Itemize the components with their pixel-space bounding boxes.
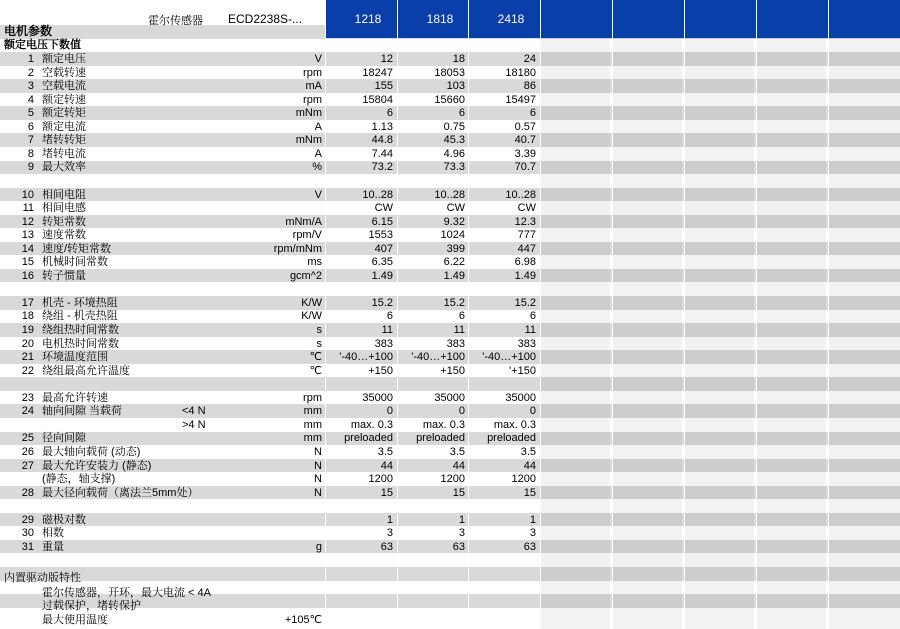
row-value-1818: CW [446,202,465,215]
row-value-2418: 44 [523,459,536,472]
row-value-2418: 1 [529,513,536,526]
row-value-2418: 35000 [505,391,536,404]
row-value-1818: 10..28 [434,188,465,201]
row-value-2418: '+150 [509,364,536,377]
row-parameter-name: 相间电阻 [42,188,86,201]
row-value-1818: 1 [458,513,465,526]
row-parameter-name: 绕组最高允许温度 [42,364,130,377]
row-unit: g [315,540,322,553]
row-parameter-name: 最高允许转速 [42,391,108,404]
row-value-1218 [323,378,393,392]
row-value-1818: 73.3 [443,161,465,174]
row-unit: mm [303,405,322,418]
row-value-1218: 383 [374,337,393,350]
row-value-1218: 15804 [362,93,393,106]
row-value-1218: 1553 [368,229,393,242]
row-number: 11 [22,202,34,215]
row-value-1218: 6.35 [371,256,393,269]
row-value-2418: 6.98 [514,256,536,269]
driver-line-1: 霍尔传感器，开环，最大电流 < 4A [42,587,211,599]
row-unit: ms [307,256,322,269]
column-divider [540,0,541,629]
row-value-1218: 1 [386,513,393,526]
row-number: 25 [21,432,34,445]
row-value-1218: 0 [386,405,393,418]
row-value-1818: 63 [452,540,465,553]
subsection-title: 额定电压下数值 [4,39,81,51]
row-value-2418: preloaded [487,432,536,445]
row-value-1218: 18247 [362,66,393,79]
row-value-2418: 3.39 [514,147,536,160]
row-value-2418: 40.7 [514,134,536,147]
row-value-1818 [395,500,465,514]
row-number [4,500,34,514]
row-number: 15 [21,256,34,269]
row-value-1818: 0.75 [443,120,465,133]
row-unit: mNm [295,134,322,147]
row-number: 19 [21,324,34,336]
row-unit: s [316,337,322,350]
row-value-1818: 383 [446,337,465,350]
row-unit: N [314,459,322,472]
row-value-2418: 70.7 [514,161,536,174]
row-value-1218 [323,283,393,297]
row-value-1818: 3 [458,527,465,540]
empty-variant-column [612,38,682,629]
row-parameter-name: 机壳 - 环境热阻 [42,296,118,309]
row-number: 14 [21,242,34,255]
row-number: 16 [21,269,34,282]
row-value-2418: 15 [523,486,536,499]
row-value-1818 [395,175,465,189]
row-number: 3 [27,80,34,93]
row-value-1818: 6 [458,107,465,120]
row-parameter-name: 转矩常数 [42,215,86,228]
row-unit [240,202,322,216]
row-number: 24 [21,405,34,418]
row-value-2418: 18180 [505,66,536,79]
row-value-1218: 1200 [368,473,393,486]
row-value-1818: 6 [458,310,465,323]
row-parameter-name: 电机热时间常数 [42,337,119,350]
row-parameter-name: 堵转转矩 [42,134,86,147]
row-unit: mm [303,418,322,431]
row-unit: N [314,486,322,499]
row-parameter-name: 径向间隙 [42,432,86,445]
empty-variant-column [540,38,610,629]
variant-1818[interactable]: 1818 [426,12,454,26]
empty-variant-column [756,38,826,629]
row-value-2418: 15.2 [514,296,536,309]
row-value-1218: 12 [380,53,393,65]
row-value-2418: 3 [529,527,536,540]
row-value-1818: 9.32 [443,215,465,228]
row-value-2418: 63 [523,540,536,553]
row-value-1218: 3.5 [377,445,393,458]
row-parameter-name: 磁极对数 [42,513,86,526]
row-parameter-name: 绕组 - 机壳热阻 [42,310,118,323]
row-value-1218: 44.8 [371,134,393,147]
row-number [4,419,34,433]
row-load-condition: >4 N [182,418,206,431]
row-value-1218 [323,500,393,514]
row-parameter-name: 转子惯量 [42,269,86,282]
sensor-label: 霍尔传感器 [148,15,203,27]
row-number: 1 [27,53,34,65]
row-value-1218: 155 [374,80,393,93]
row-value-1218: 6 [386,310,393,323]
row-number: 17 [21,296,34,309]
row-value-2418: 6 [529,107,536,120]
row-value-1818: 15660 [434,93,465,106]
row-value-1818: 1200 [440,473,465,486]
row-value-1218 [323,175,393,189]
variant-2418[interactable]: 2418 [497,12,525,26]
row-value-2418: 3.5 [520,445,536,458]
column-divider [612,0,613,629]
row-parameter-name: 机械时间常数 [42,256,108,269]
row-value-1818: max. 0.3 [422,418,465,431]
row-value-1818: +150 [440,364,465,377]
row-parameter-name: (静态，轴支撑) [42,473,116,486]
column-divider [756,0,757,629]
row-number: 28 [21,486,34,499]
row-value-1218: 1.49 [371,269,393,282]
row-value-2418: 447 [517,242,536,255]
row-number: 9 [27,161,34,174]
row-value-2418: 12.3 [514,215,536,228]
row-value-2418: 1.49 [514,269,536,282]
section-title: 电机参数 [4,24,53,38]
variant-1218[interactable]: 1218 [354,12,382,26]
row-value-1218: 63 [380,540,393,553]
row-parameter-name: 空载电流 [42,80,86,93]
row-value-1818: 15.2 [443,296,465,309]
row-value-1218: 6.15 [371,215,393,228]
row-value-1818: 6.22 [443,256,465,269]
row-unit: V [314,53,322,65]
row-value-2418: 383 [517,337,536,350]
row-unit: mNm/A [285,215,322,228]
row-unit: A [314,120,322,133]
row-value-1818: 18 [452,53,465,65]
row-unit: ℃ [309,364,322,377]
row-number: 8 [27,147,34,160]
row-number: 30 [21,527,34,540]
row-number: 23 [21,391,34,404]
row-parameter-name: 额定转矩 [42,107,86,120]
row-unit [240,500,322,514]
row-parameter-name: 相数 [42,527,64,540]
row-parameter-name: 环境温度范围 [42,351,108,364]
row-number: 29 [21,513,34,526]
column-divider [468,0,469,629]
row-parameter-name: 轴向间隙 当载荷 [42,405,123,418]
driver-line-3-value: +105℃ [284,614,322,626]
row-parameter-name: 最大允许安装力 (静态) [42,459,152,472]
row-unit: rpm [303,391,322,404]
column-divider [684,0,685,629]
row-parameter-name: 空载转速 [42,66,86,79]
row-value-1218: 11 [381,324,393,336]
row-number: 31 [21,540,34,553]
row-value-2418 [466,378,536,392]
row-unit: ℃ [309,351,322,364]
row-value-1818: preloaded [416,432,465,445]
row-value-1818: 399 [446,242,465,255]
row-parameter-name: 绕组热时间常数 [42,324,119,336]
row-value-1218: 1.13 [371,120,393,133]
row-unit: N [314,445,322,458]
row-number: 7 [27,134,34,147]
row-unit [240,527,322,541]
row-value-1818: 15 [452,486,465,499]
row-value-2418: 0 [529,405,536,418]
row-value-1218: 15.2 [371,296,393,309]
model-prefix: ECD2238S-... [228,12,303,26]
row-value-1818 [395,283,465,297]
row-unit: s [316,324,322,336]
driver-line-2: 过载保护，堵转保护 [42,600,141,612]
row-unit [240,514,322,528]
row-unit: rpm [303,66,322,79]
row-value-1218: max. 0.3 [350,418,393,431]
row-value-1218: 35000 [362,391,393,404]
row-unit [240,283,322,297]
row-value-2418: '-40…+100 [482,351,536,364]
row-value-1818: '-40…+100 [411,351,465,364]
row-unit: K/W [301,310,322,323]
row-value-2418: 86 [523,80,536,93]
row-value-1818: 35000 [434,391,465,404]
row-number: 2 [27,66,34,79]
row-unit: N [314,473,322,486]
row-value-1218: 73.2 [371,161,393,174]
column-divider [397,0,398,629]
row-unit: gcm^2 [289,269,322,282]
row-value-1818: 4.96 [443,147,465,160]
row-parameter-name: 速度/转矩常数 [42,242,112,255]
row-number: 10 [21,188,34,201]
row-number: 12 [21,215,34,228]
row-value-2418: 777 [517,229,536,242]
row-number: 21 [21,351,34,364]
row-number: 22 [21,364,34,377]
row-number: 27 [21,459,34,472]
row-value-1218: 6 [386,107,393,120]
row-unit: rpm/V [292,229,322,242]
row-unit: rpm [303,93,322,106]
row-value-1218: 44 [380,459,393,472]
row-number [4,283,34,297]
row-parameter-name: 额定转速 [42,93,86,106]
row-unit: V [314,188,322,201]
row-value-1818: 45.3 [443,134,465,147]
row-number: 5 [27,107,34,120]
row-value-2418: 0.57 [514,120,536,133]
row-unit: A [314,147,322,160]
row-parameter-name: 额定电压 [42,53,86,65]
row-parameter-name: 堵转电流 [42,147,86,160]
row-parameter-name: 速度常数 [42,229,86,242]
empty-variant-column [684,38,754,629]
row-value-2418: CW [517,202,536,215]
row-value-1218: CW [374,202,393,215]
row-unit [240,378,322,392]
row-value-1218: 3 [386,527,393,540]
row-parameter-name: 最大轴向载荷 (动态) [42,445,141,458]
row-value-2418: 1200 [511,473,536,486]
row-load-condition: <4 N [182,405,206,418]
empty-variant-column [828,38,900,629]
row-value-1218: +150 [368,364,393,377]
row-value-1218: 15 [380,486,393,499]
row-value-2418: 11 [524,324,536,336]
row-parameter-name: 相间电感 [42,202,86,215]
row-number: 6 [27,120,34,133]
row-value-1818: 44 [452,459,465,472]
row-value-1818: 1024 [440,229,465,242]
row-value-1218: 10..28 [362,188,393,201]
row-number [4,175,34,189]
row-unit: rpm/mNm [273,242,322,255]
row-unit: K/W [301,296,322,309]
row-parameter-name: 最大径向载荷（离法兰5mm处） [42,486,199,499]
row-value-1218: 407 [374,242,393,255]
row-value-1818 [395,378,465,392]
row-number: 20 [21,337,34,350]
row-value-2418 [466,175,536,189]
row-value-1818: 3.5 [449,445,465,458]
row-unit: % [312,161,322,174]
row-value-2418: 15497 [505,93,536,106]
row-number: 26 [21,445,34,458]
row-value-1218: '-40…+100 [339,351,393,364]
row-unit: mm [303,432,322,445]
row-value-1218: 7.44 [371,147,393,160]
row-parameter-name: 额定电流 [42,120,86,133]
row-number [4,378,34,392]
row-value-2418 [466,500,536,514]
row-unit [240,175,322,189]
row-number: 18 [21,310,34,323]
row-value-1818: 1.49 [443,269,465,282]
row-value-1218: preloaded [344,432,393,445]
row-value-2418: 10..28 [505,188,536,201]
row-value-1818: 103 [446,80,465,93]
row-value-1818: 0 [458,405,465,418]
driver-title: 内置驱动版特性 [4,572,81,584]
row-parameter-name: 重量 [42,540,64,553]
column-divider [325,0,326,629]
row-number [4,473,34,487]
row-value-2418: max. 0.3 [493,418,536,431]
driver-line-3-label: 最大使用温度 [42,614,108,626]
row-number: 13 [21,229,34,242]
row-value-1818: 18053 [434,66,465,79]
row-parameter-name: 最大效率 [42,161,86,174]
row-value-2418: 6 [529,310,536,323]
row-unit: mA [305,80,322,93]
row-value-2418: 24 [523,53,536,65]
row-value-1818: 11 [453,324,465,336]
row-value-2418 [466,283,536,297]
row-unit: mNm [295,107,322,120]
row-number: 4 [27,93,34,106]
column-divider [828,0,829,629]
